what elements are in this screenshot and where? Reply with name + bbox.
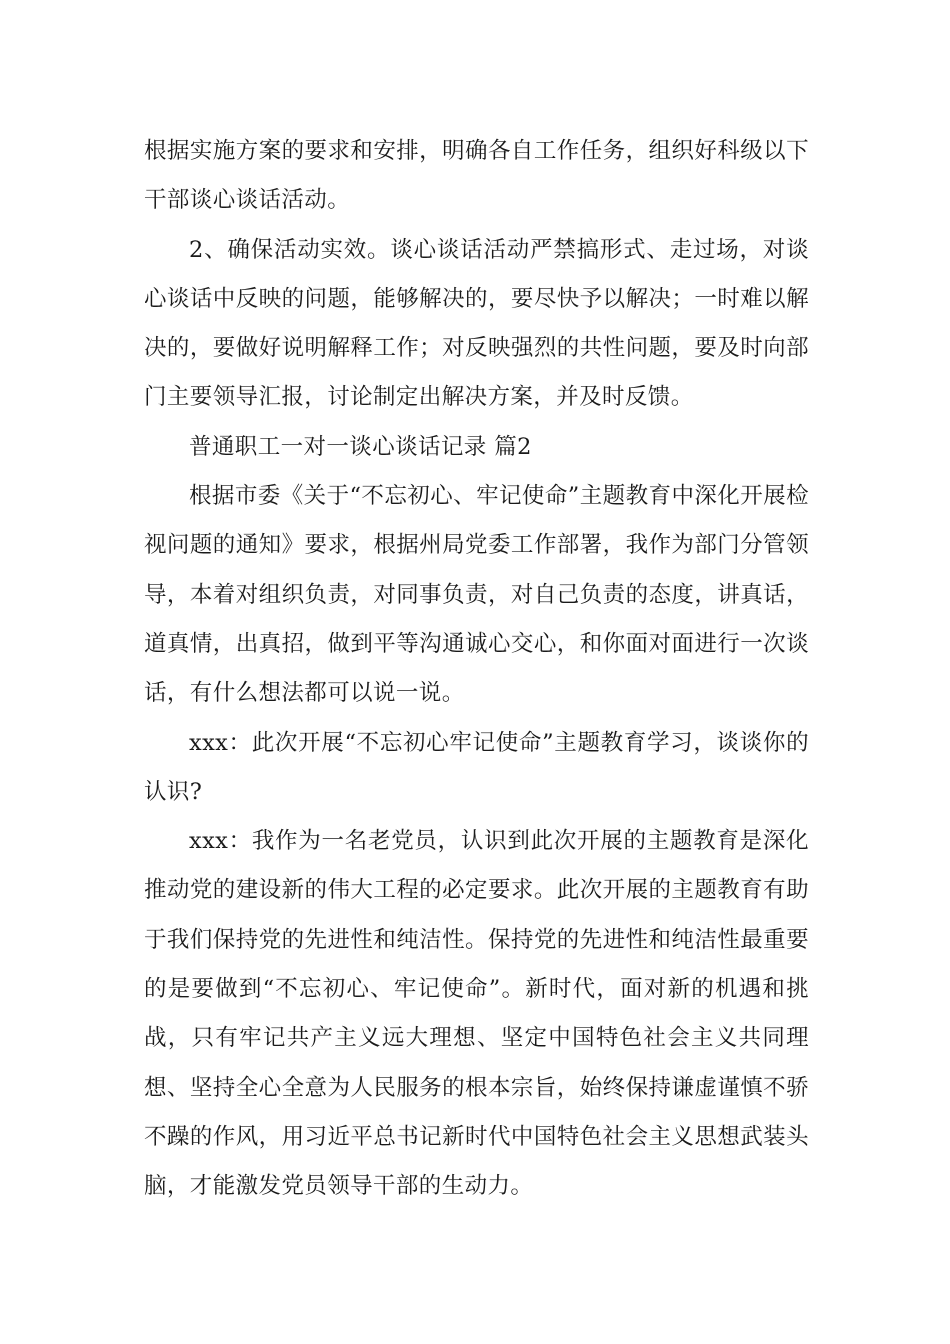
paragraph-2: 2、确保活动实效。谈心谈话活动严禁搞形式、走过场，对谈心谈话中反映的问题，能够解决的，要尽快予以解决；一时难以解决的，要做好说明解释工作；对反映强烈的共性问题，要及时向部门主要领导汇报，讨论制定出解决方案，并及时反馈。 [144,236,809,411]
paragraph-3: 根据市委《关于“不忘初心、牢记使命”主题教育中深化开展检视问题的通知》要求，根据州局党委工作部署，我作为部门分管领导，本着对组织负责，对同事负责，对自己负责的态度，讲真话，道真情，出真招，做到平等沟通诚心交心，和你面对面进行一次谈话，有什么想法都可以说一说。 [144,483,809,707]
paragraph-5: xxx：我作为一名老党员，认识到此次开展的主题教育是深化推动党的建设新的伟大工程的必定要求。此次开展的主题教育有助于我们保持党的先进性和纯洁性。保持党的先进性和纯洁性最重要的是要做到“不忘初心、牢记使命”。新时代，面对新的机遇和挑战，只有牢记共产主义远大理想、坚定中国特色社会主义共同理想、坚持全心全意为人民服务的根本宗旨，始终保持谦虚谨慎不骄不躁的作风，用习近平总书记新时代中国特色社会主义思想武装头脑，才能激发党员领导干部的生动力。 [144,828,809,1200]
document-body [144,127,809,1212]
paragraph-4: xxx：此次开展“不忘初心牢记使命”主题教育学习，谈谈你的认识? [144,729,809,805]
paragraph-1: 根据实施方案的要求和安排，明确各自工作任务，组织好科级以下干部谈心谈话活动。 [144,138,809,214]
section-heading: 普通职工一对一谈心谈话记录 篇2 [189,433,532,460]
